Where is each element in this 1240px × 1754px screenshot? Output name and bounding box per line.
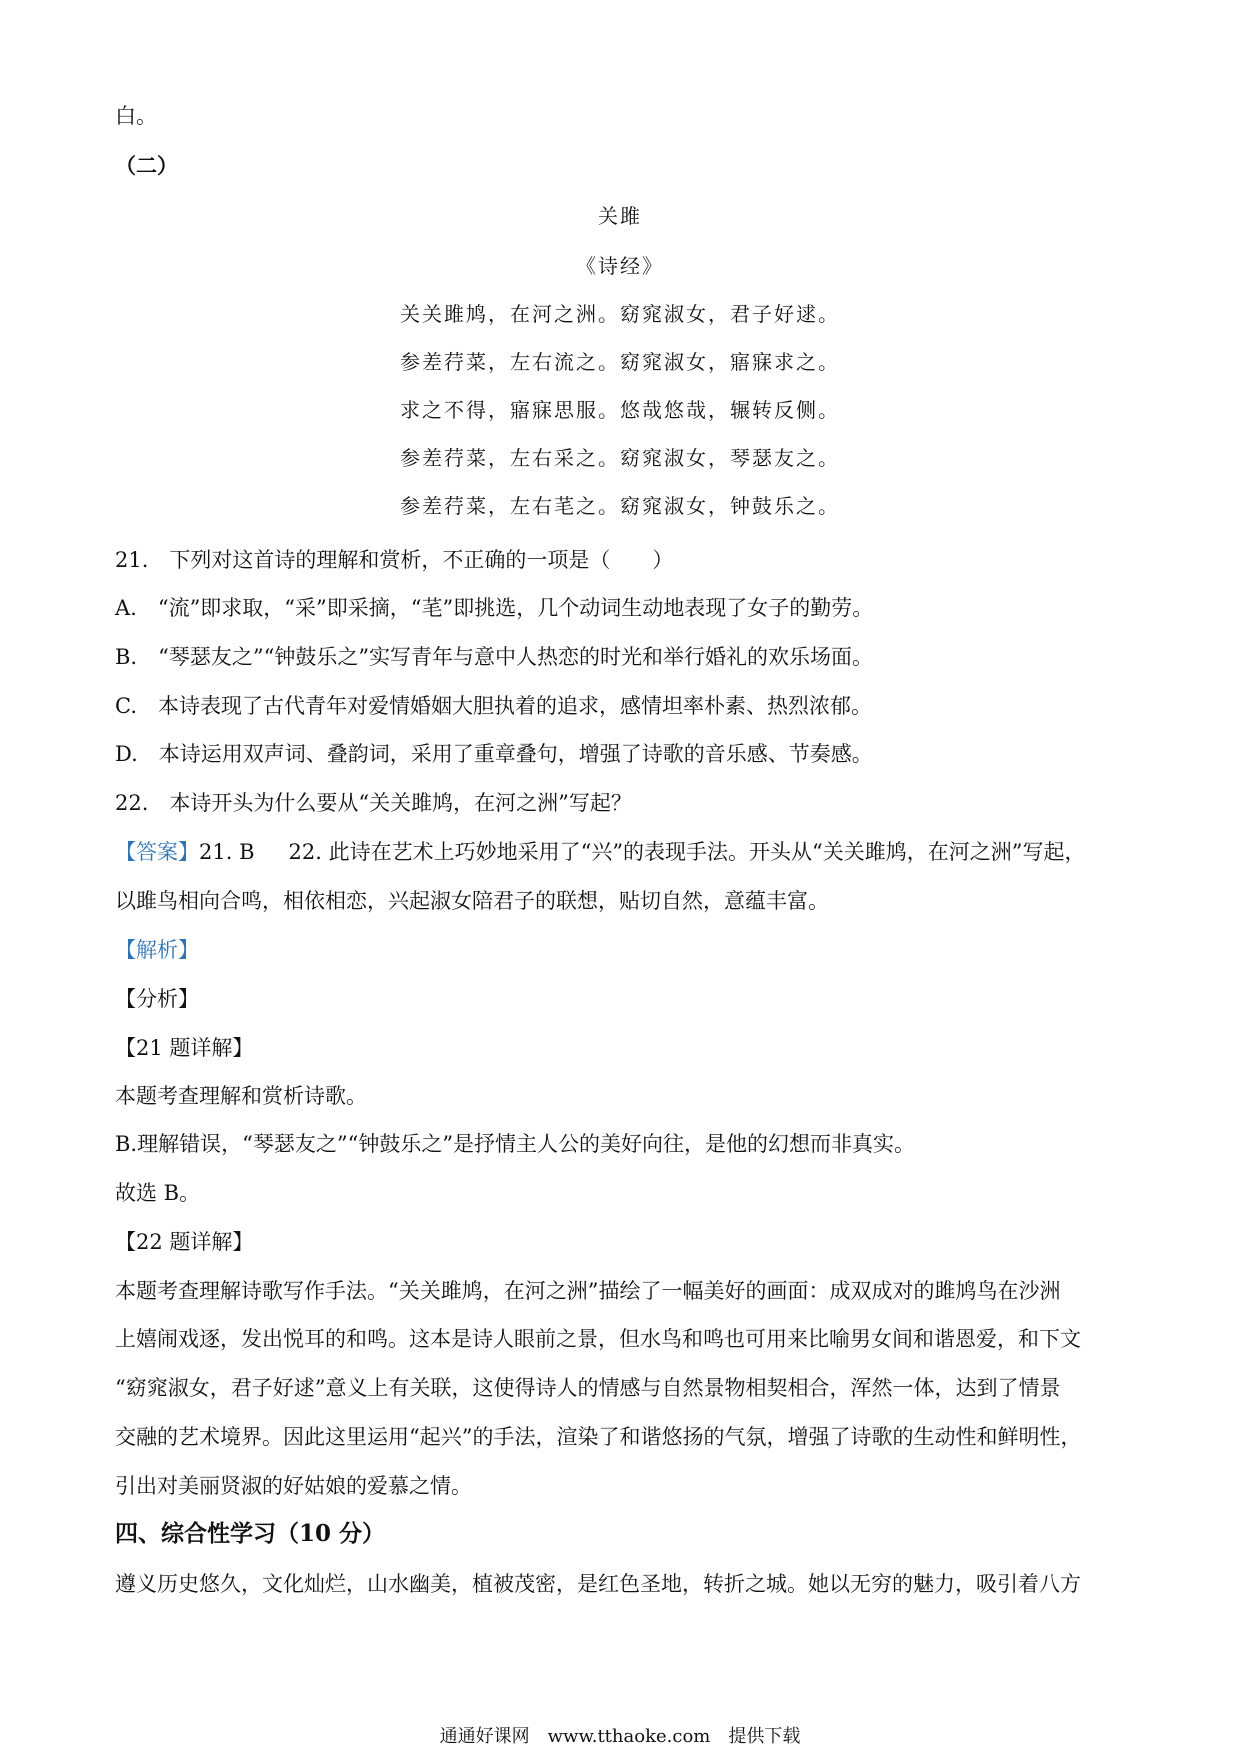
poem-title: 关雎 xyxy=(598,204,642,228)
detail-text: 上嬉闹戏逐，发出悦耳的和鸣。这本是诗人眼前之景，但水鸟和鸣也可用来比喻男女间和谐恩爱，和下文 xyxy=(115,1327,1081,1351)
detail-text: 故选 B。 xyxy=(115,1181,201,1205)
analysis-heading: 【分析】 xyxy=(115,987,199,1011)
detail-text: 本题考查理解诗歌写作手法。“关关雎鸠，在河之洲”描绘了一幅美好的画面：成双成对的雎鸠鸟在沙洲 xyxy=(115,1279,1061,1303)
poem-line: 关关雎鸠，在河之洲。窈窕淑女，君子好逑。 xyxy=(400,302,840,326)
question-21: 21. 下列对这首诗的理解和赏析，不正确的一项是（ ） xyxy=(115,548,674,572)
detail-text: “窈窕淑女，君子好逑”意义上有关联，这使得诗人的情感与自然景物相契相合，浑然一体，达到了情景 xyxy=(115,1376,1061,1400)
detail-text: 本题考查理解和赏析诗歌。 xyxy=(115,1084,367,1108)
analysis-tag: 【解析】 xyxy=(115,938,199,962)
question-22: 22. 本诗开头为什么要从“关关雎鸠，在河之洲”写起？ xyxy=(115,791,632,815)
subsection-heading: （二） xyxy=(115,153,178,178)
poem-line: 参差荇菜，左右流之。窈窕淑女，寤寐求之。 xyxy=(400,350,840,374)
answer-line xyxy=(115,838,1086,866)
option-c: C. 本诗表现了古代青年对爱情婚姻大胆执着的追求，感情坦率朴素、热烈浓郁。 xyxy=(115,694,872,718)
answer-tag: 【答案】 xyxy=(115,840,199,864)
poem-line: 求之不得，寤寐思服。悠哉悠哉，辗转反侧。 xyxy=(400,398,840,422)
option-d: D. 本诗运用双声词、叠韵词，采用了重章叠句，增强了诗歌的音乐感、节奏感。 xyxy=(115,742,873,766)
poem-source: 《诗经》 xyxy=(576,254,664,278)
section-text: 遵义历史悠久，文化灿烂，山水幽美，植被茂密，是红色圣地，转折之城。她以无穷的魅力，吸引着八方 xyxy=(115,1572,1081,1596)
poem-line: 参差荇菜，左右采之。窈窕淑女，琴瑟友之。 xyxy=(400,446,840,470)
footer-text: 通通好课网 www.tthaoke.com 提供下载 xyxy=(439,1726,801,1747)
option-b: B. “琴瑟友之”“钟鼓乐之”实写青年与意中人热恋的时光和举行婚礼的欢乐场面。 xyxy=(115,645,874,669)
answer-21: 21. B xyxy=(199,840,255,864)
option-a: A. “流”即求取，“采”即采摘，“芼”即挑选，几个动词生动地表现了女子的勤劳。 xyxy=(115,596,874,620)
detail-22-heading: 【22 题详解】 xyxy=(115,1230,254,1254)
answer-line-2: 以雎鸟相向合鸣，相依相恋，兴起淑女陪君子的联想，贴切自然，意蕴丰富。 xyxy=(115,889,829,913)
detail-text: B.理解错误，“琴瑟友之”“钟鼓乐之”是抒情主人公的美好向往，是他的幻想而非真实。 xyxy=(115,1132,916,1156)
detail-21-heading: 【21 题详解】 xyxy=(115,1036,254,1060)
detail-text: 引出对美丽贤淑的好姑娘的爱慕之情。 xyxy=(115,1474,472,1498)
detail-text: 交融的艺术境界。因此这里运用“起兴”的手法，渲染了和谐悠扬的气氛，增强了诗歌的生动性和鲜明性， xyxy=(115,1425,1082,1449)
answer-22: 22. 此诗在艺术上巧妙地采用了“兴”的表现手法。开头从“关关雎鸠，在河之洲”写起， xyxy=(288,840,1086,864)
text-line: 白。 xyxy=(115,104,157,128)
section-heading: 四、综合性学习（10 分） xyxy=(115,1520,386,1547)
poem-line: 参差荇菜，左右芼之。窈窕淑女，钟鼓乐之。 xyxy=(400,494,840,518)
